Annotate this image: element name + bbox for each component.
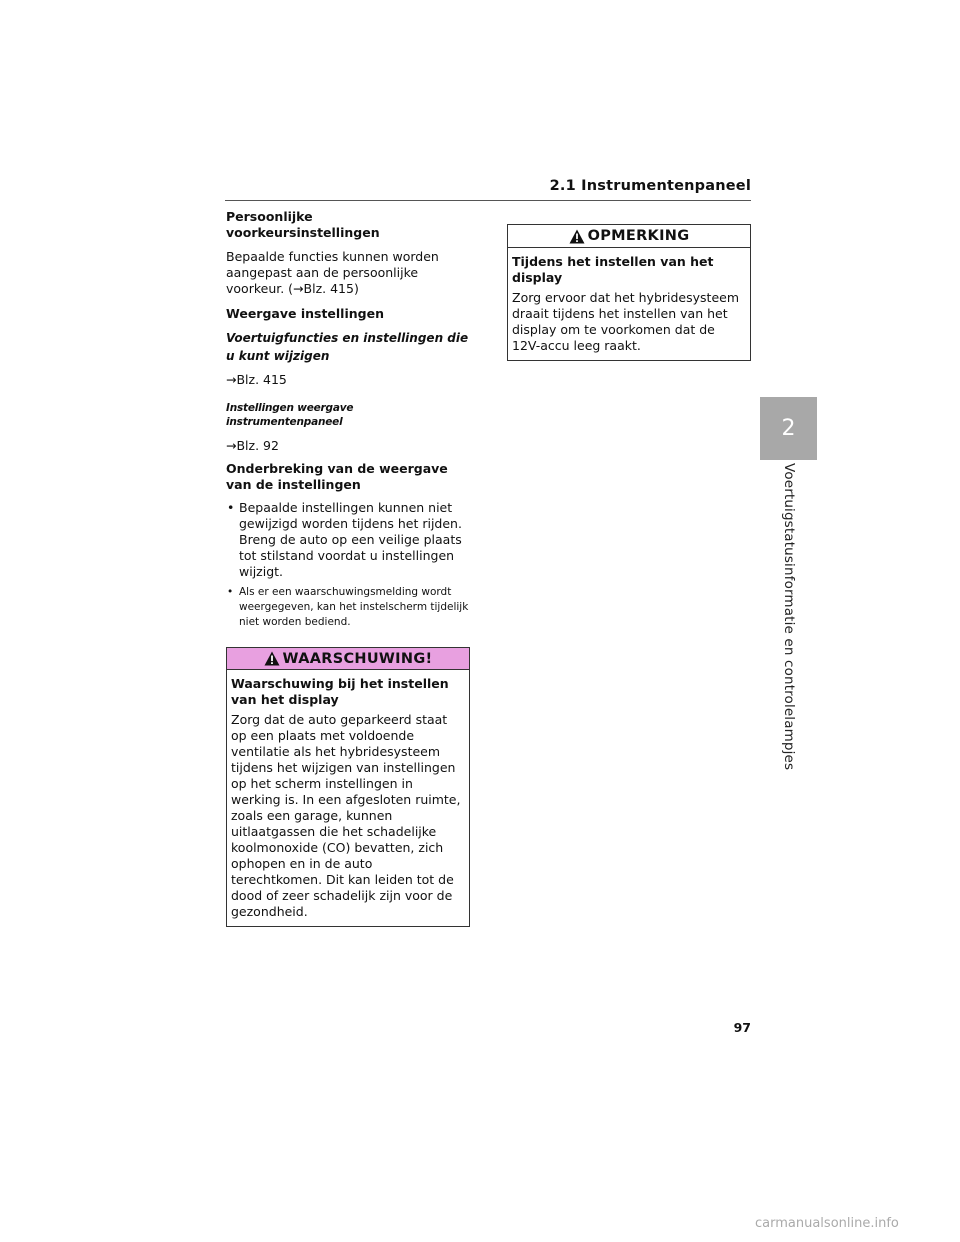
right-column [507,224,751,361]
link-page-415[interactable]: →Blz. 415 [226,372,287,387]
link-page-92[interactable]: →Blz. 92 [226,438,279,453]
heading-interruption: Onderbreking van de weergave van de instellingen [226,461,448,492]
chapter-title: Voertuigstatusinformatie en controlelampjes [781,463,797,771]
section-title: 2.1 Instrumentenpaneel [549,178,751,194]
watermark: carmanualsonline.info [755,1216,899,1231]
text-personal-settings: Bepaalde functies kunnen worden aangepast aan de persoonlijke voorkeur. (→Blz. 415) [226,249,439,296]
note-label: OPMERKING [587,228,690,244]
page-number: 97 [733,1020,751,1035]
heading-personal-settings: Persoonlijke voorkeursinstellingen [226,209,380,240]
bullet-item: • Als er een waarschuwingsmelding wordt weergegeven, kan het instelscherm tijdelijk niet worden bediend. [226,585,470,630]
warning-box-header [227,648,469,670]
warning-title: Waarschuwing bij het instellen van het display [231,676,449,707]
warning-triangle-icon [569,229,585,244]
warning-text: Zorg dat de auto geparkeerd staat op een plaats met voldoende ventilatie als het hybridesysteem tijdens het wijzigen van instellingen op het scherm instellingen in werking is. In een afgesloten ruimte, zoals een garage, kunnen uitlaatgassen die het schadelijke koolmonoxide (CO) bevatten, zich ophopen en in de auto terechtkomen. Dit kan leiden tot de dood of zeer schadelijk zijn voor de gezondheid. [231,712,461,919]
note-text: Zorg ervoor dat het hybridesysteem draait tijdens het instellen van het display om te voorkomen dat de 12V-accu leeg raakt. [512,290,740,353]
bullet-item: • Bepaalde instellingen kunnen niet gewijzigd worden tijdens het rijden. Breng de auto op een veilige plaats tot stilstand voordat u instellingen wijzigt. [226,500,470,580]
warning-label: WAARSCHUWING! [282,650,433,667]
subheading-instrument-panel: Instellingen weergave instrumentenpaneel [226,402,354,428]
note-box-header [508,225,750,248]
bullet-list [226,500,470,630]
chapter-title-vertical [777,463,801,771]
heading-display-settings: Weergave instellingen [226,306,384,321]
chapter-tab: 2 [760,397,817,460]
warning-triangle-icon [264,651,280,666]
subheading-vehicle-functions: Voertuigfuncties en instellingen die u kunt wijzigen [226,331,469,363]
note-box-body [508,248,750,360]
note-title: Tijdens het instellen van het display [512,254,714,285]
warning-box [226,647,470,927]
warning-box-body [227,670,469,926]
left-column [226,209,470,927]
note-box [507,224,751,361]
page-header [225,178,751,201]
